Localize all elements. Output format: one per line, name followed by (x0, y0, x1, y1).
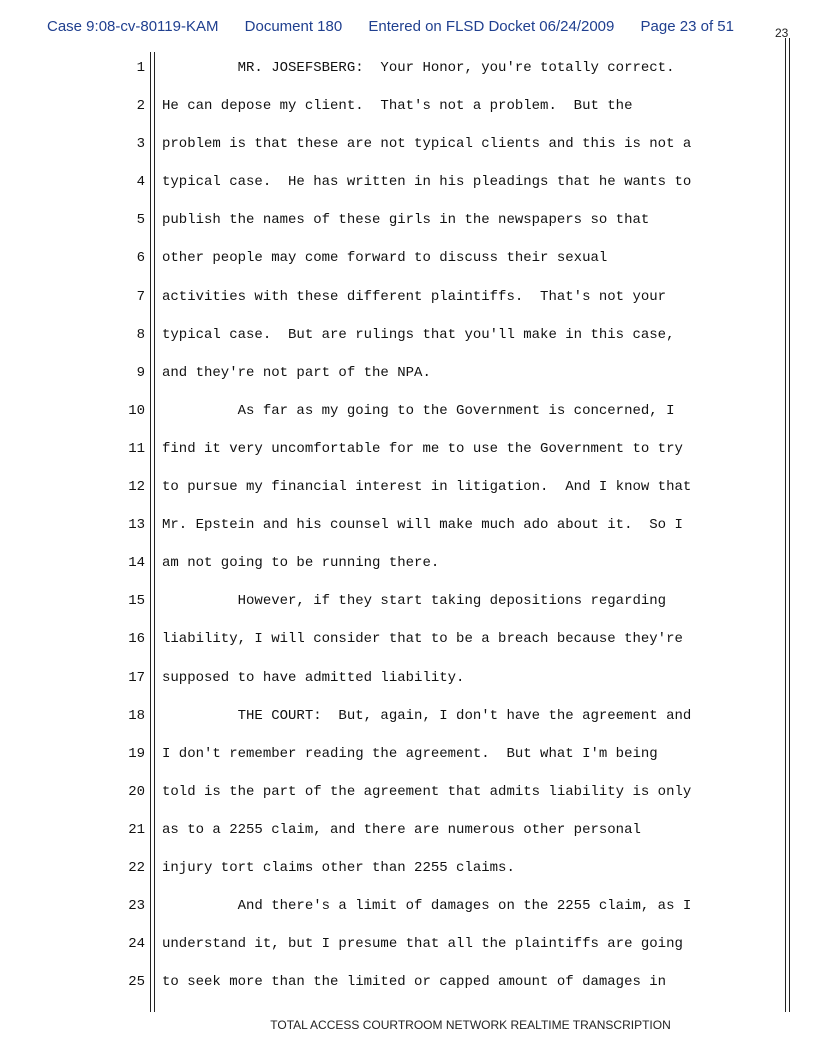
transcript-line (0, 590, 816, 628)
line-text: liability, I will consider that to be a breach because they're (162, 631, 683, 648)
transcript-footer: TOTAL ACCESS COURTROOM NETWORK REALTIME TRANSCRIPTION (270, 1018, 671, 1032)
line-number: 15 (128, 593, 145, 610)
line-number: 3 (136, 136, 145, 153)
line-number: 1 (136, 60, 145, 76)
line-text: THE COURT: But, again, I don't have the agreement and (162, 707, 692, 724)
line-number: 18 (128, 707, 145, 724)
line-number: 5 (136, 212, 145, 229)
line-text: told is the part of the agreement that admits liability is only (162, 783, 692, 800)
transcript-line (0, 514, 816, 552)
line-text: and they're not part of the NPA. (162, 364, 431, 381)
line-number: 25 (128, 974, 145, 991)
line-text: And there's a limit of damages on the 2255 claim, as I (162, 898, 692, 915)
transcript-line (0, 667, 816, 705)
line-number: 7 (136, 288, 145, 305)
transcript-line (0, 209, 816, 247)
transcript-line (0, 857, 816, 895)
line-text: am not going to be running there. (162, 555, 440, 572)
transcript-line (0, 895, 816, 933)
line-text: He can depose my client. That's not a problem. But the (162, 98, 633, 115)
page-of-total: Page 23 of 51 (640, 18, 734, 35)
transcript-line (0, 933, 816, 971)
transcript-body (0, 57, 816, 1009)
line-text: publish the names of these girls in the newspapers so that (162, 212, 650, 229)
transcript-line (0, 95, 816, 133)
transcript-page-number: 23 (775, 26, 789, 40)
line-number: 8 (136, 326, 145, 343)
line-text: However, if they start taking depositions regarding (162, 593, 667, 610)
transcript-line (0, 819, 816, 857)
transcript-line (0, 247, 816, 285)
transcript-line (0, 324, 816, 362)
transcript-line (0, 781, 816, 819)
transcript-line (0, 476, 816, 514)
line-text: typical case. But are rulings that you'll make in this case, (162, 326, 675, 343)
line-number: 17 (128, 669, 145, 686)
line-number: 2 (136, 98, 145, 115)
line-number: 22 (128, 859, 145, 876)
line-number: 11 (128, 440, 145, 457)
line-text: supposed to have admitted liability. (162, 669, 465, 686)
line-text: I don't remember reading the agreement. But what I'm being (162, 745, 658, 762)
line-number: 9 (136, 364, 145, 381)
transcript-line (0, 286, 816, 324)
line-text: understand it, but I presume that all the plaintiffs are going (162, 936, 683, 953)
line-number: 6 (136, 250, 145, 267)
line-number: 20 (128, 783, 145, 800)
line-number: 14 (128, 555, 145, 572)
entered-date: Entered on FLSD Docket 06/24/2009 (368, 18, 615, 35)
transcript-line (0, 171, 816, 209)
transcript-line (0, 362, 816, 400)
line-number: 23 (128, 898, 145, 915)
line-text: to seek more than the limited or capped amount of damages in (162, 974, 667, 991)
line-text: MR. JOSEFSBERG: Your Honor, you're totally correct. (162, 60, 675, 76)
line-number: 19 (128, 745, 145, 762)
line-text: As far as my going to the Government is concerned, I (162, 402, 675, 419)
transcript-line (0, 552, 816, 590)
transcript-line (0, 705, 816, 743)
line-number: 10 (128, 402, 145, 419)
line-number: 16 (128, 631, 145, 648)
line-text: typical case. He has written in his pleadings that he wants to (162, 174, 692, 191)
transcript-line (0, 438, 816, 476)
line-text: injury tort claims other than 2255 claims. (162, 859, 515, 876)
transcript-line (0, 133, 816, 171)
transcript-line (0, 628, 816, 666)
line-text: other people may come forward to discuss their sexual (162, 250, 608, 267)
line-text: activities with these different plaintiffs. That's not your (162, 288, 667, 305)
document-number: Document 180 (244, 18, 343, 35)
line-number: 4 (136, 174, 145, 191)
line-text: to pursue my financial interest in litigation. And I know that (162, 479, 692, 496)
line-number: 21 (128, 821, 145, 838)
line-text: find it very uncomfortable for me to use the Government to try (162, 440, 683, 457)
transcript-line (0, 971, 816, 1009)
line-number: 13 (128, 517, 145, 534)
transcript-line (0, 743, 816, 781)
line-text: as to a 2255 claim, and there are numerous other personal (162, 821, 641, 838)
line-number: 12 (128, 479, 145, 496)
docket-header (47, 18, 734, 35)
transcript-line (0, 400, 816, 438)
line-text: Mr. Epstein and his counsel will make much ado about it. So I (162, 517, 683, 534)
transcript-line (0, 57, 816, 95)
case-number: Case 9:08-cv-80119-KAM (47, 18, 219, 35)
line-text: problem is that these are not typical clients and this is not a (162, 136, 692, 153)
line-number: 24 (128, 936, 145, 953)
